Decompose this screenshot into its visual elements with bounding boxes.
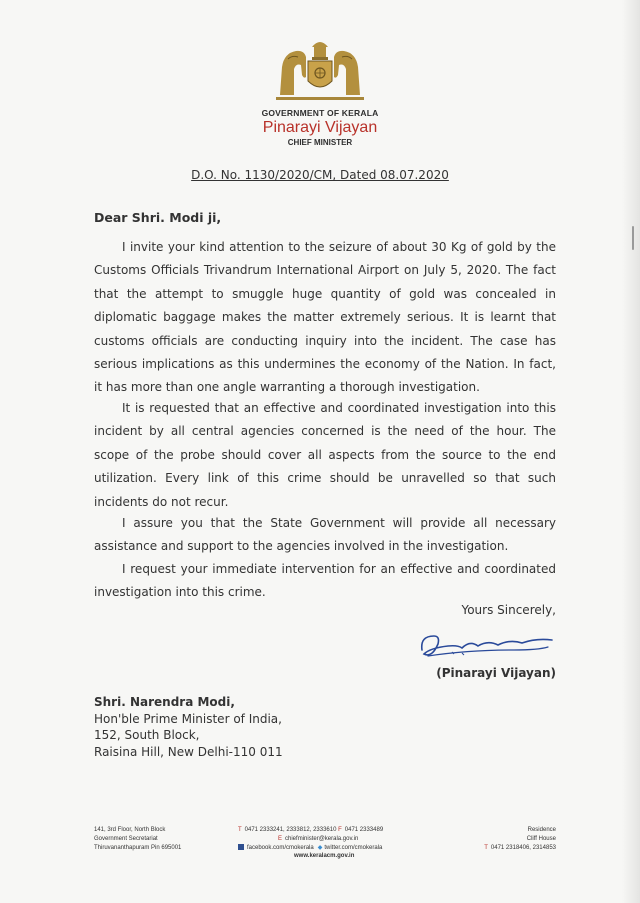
footer-office-address [94, 826, 181, 852]
salutation: Dear Shri. Modi ji, [94, 210, 222, 225]
body-paragraph-4: I request your immediate intervention for an effective and coordinated investigation into this crime. [94, 562, 556, 600]
kerala-emblem-icon [274, 37, 366, 101]
footer-residence-phone: 0471 2318406, 2314853 [490, 844, 556, 851]
reference-number: D.O. No. 1130/2020/CM, Dated 08.07.2020 [191, 168, 449, 182]
footer-email[interactable]: chiefminister@kerala.gov.in [285, 835, 359, 842]
footer-residence-heading: Residence [527, 827, 556, 833]
footer-contact [238, 826, 428, 861]
twitter-icon: ◆ [317, 844, 323, 851]
scroll-indicator[interactable] [632, 226, 634, 250]
footer-office-line-1: 141, 3rd Floor, North Block [94, 827, 166, 833]
email-label: E [278, 835, 283, 842]
body-paragraph-1: I invite your kind attention to the seizure of about 30 Kg of gold by the Customs Officials Trivandrum International Airport on July 5, 2020. The fact that the attempt to smuggle huge quantity of gold was concealed in diplomatic baggage makes the matter extremely serious. It is learnt that customs officials are conducting inquiry into the incident. The case has serious implications as this undermines the economy of the Nation. In fact, it has more than one angle warranting a thorough investigation. [94, 240, 556, 395]
letterhead-title: CHIEF MINISTER [287, 138, 353, 147]
body-paragraph-2: It is requested that an effective and coordinated investigation into this incident by all central agencies concerned is the need of the hour. The scope of the probe should cover all aspects from the source to the end utilization. Every link of this crime should be unravelled so that such incidents do not recur. [94, 401, 556, 509]
reference-line [0, 168, 640, 182]
addressee-name: Shri. Narendra Modi, [94, 695, 235, 709]
addressee-address-1: 152, South Block, [94, 728, 200, 742]
footer-social-line [238, 844, 428, 853]
letterhead-name: Pinarayi Vijayan [262, 119, 378, 136]
fax-label: F [338, 827, 342, 833]
body-paragraph-3: I assure you that the State Government will provide all necessary assistance and support to the agencies involved in the investigation. [94, 516, 556, 554]
facebook-icon [238, 844, 244, 850]
footer-office-line-2: Government Secretariat [94, 835, 158, 842]
letterhead-government: GOVERNMENT OF KERALA [261, 108, 379, 118]
footer-residence-place: Cliff House [526, 835, 556, 842]
footer-phone: 0471 2333241, 2333812, 2333610 [244, 827, 337, 833]
page-edge-shadow [622, 0, 640, 903]
footer-office-line-3: Thiruvananthapuram Pin 695001 [94, 844, 182, 851]
signatory-name: (Pinarayi Vijayan) [436, 666, 556, 680]
footer-facebook[interactable]: facebook.com/cmokerala [247, 844, 314, 851]
phone-label: T [238, 827, 242, 833]
addressee-title: Hon'ble Prime Minister of India, [94, 711, 282, 726]
footer-website[interactable]: www.keralacm.gov.in [294, 853, 355, 860]
addressee-block [94, 694, 283, 760]
footer-residence-phone-line [484, 844, 556, 853]
residence-phone-label: T [484, 844, 488, 851]
signature-image [418, 628, 556, 664]
footer-email-line [238, 835, 428, 844]
footer-residence [484, 826, 556, 852]
footer-phone-line [238, 826, 428, 835]
footer-fax: 0471 2333489 [344, 827, 384, 833]
footer-twitter[interactable]: twitter.com/cmokerala [324, 844, 383, 851]
addressee-address-2: Raisina Hill, New Delhi-110 011 [94, 744, 283, 759]
closing: Yours Sincerely, [461, 603, 556, 617]
